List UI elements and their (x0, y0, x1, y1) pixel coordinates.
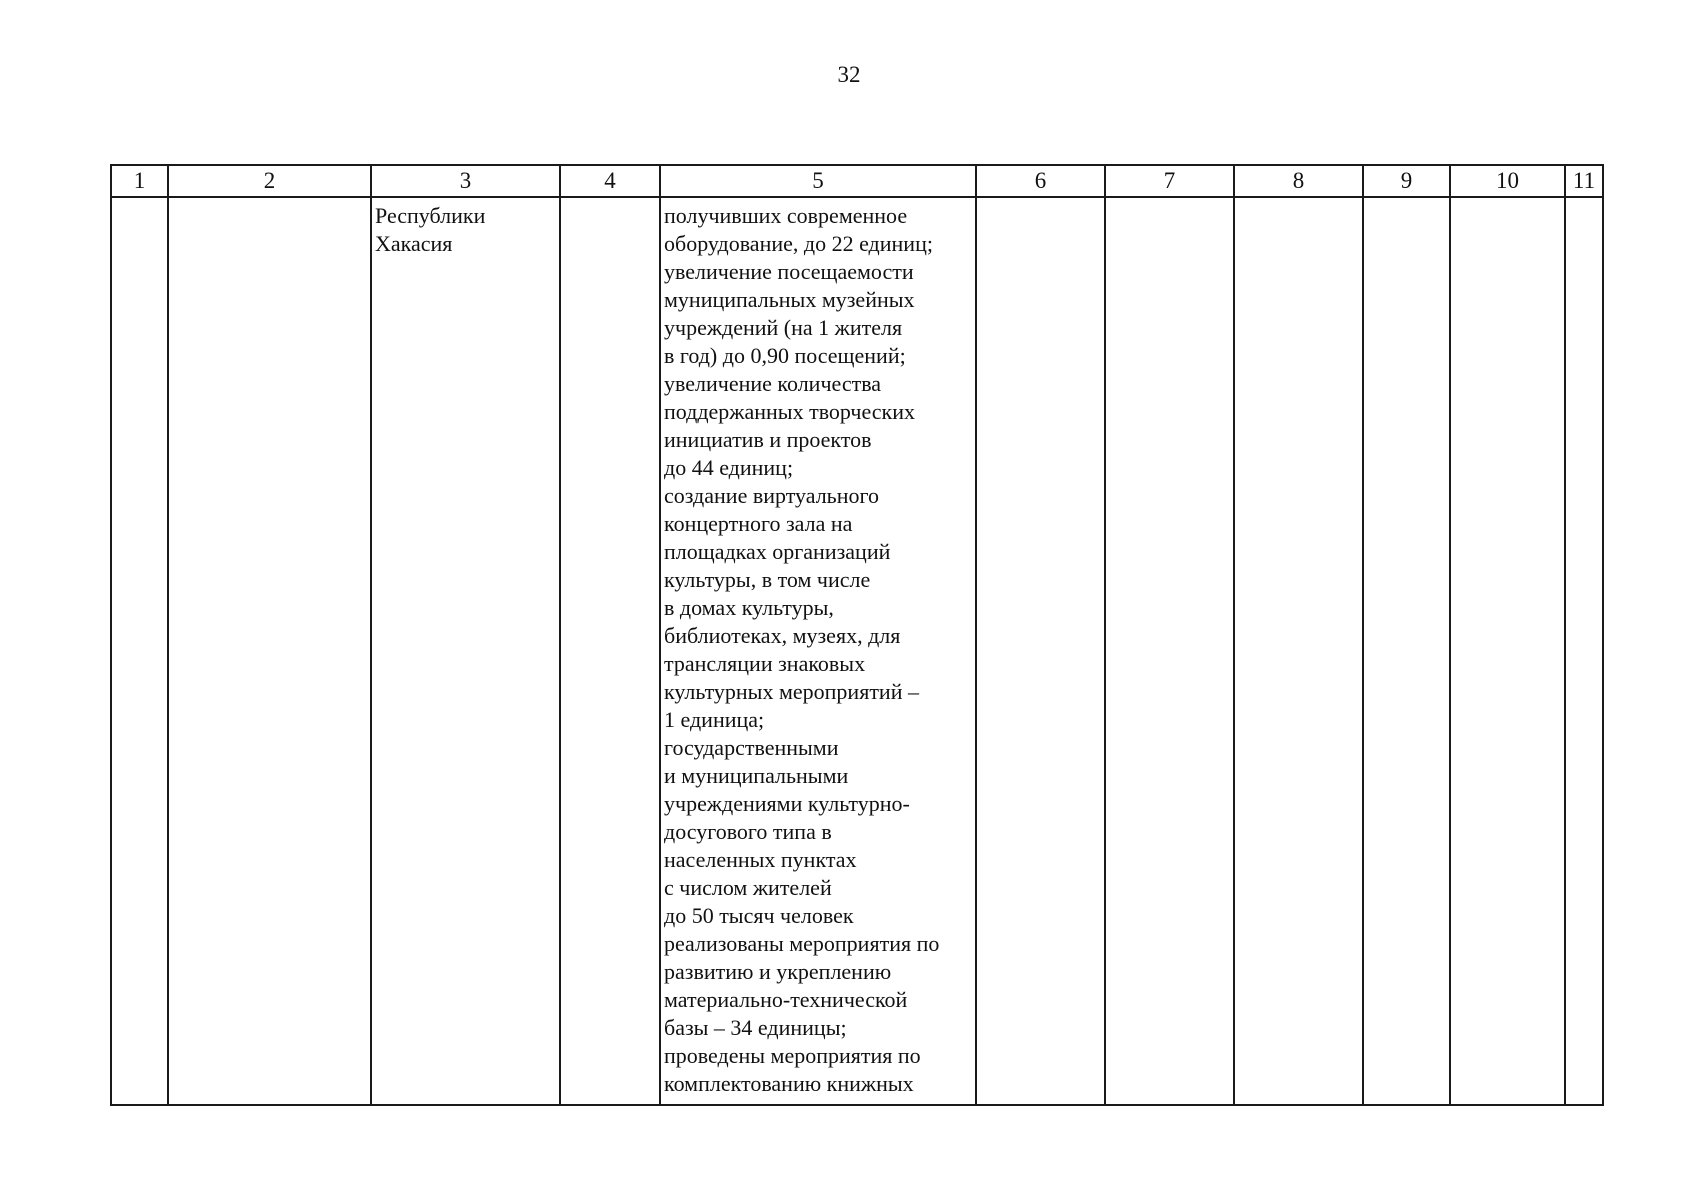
cell-col-10 (1450, 197, 1565, 1105)
text-line: проведены мероприятия по (664, 1043, 921, 1068)
text-line: инициатив и проектов (664, 427, 872, 452)
cell-col-5 (660, 197, 976, 1105)
column-header: 2 (168, 165, 371, 197)
cell-col-11 (1565, 197, 1603, 1105)
text-line: учреждениями культурно- (664, 791, 910, 816)
text-line: материально-технической (664, 987, 908, 1012)
cell-col-9 (1363, 197, 1450, 1105)
column-header: 7 (1105, 165, 1234, 197)
text-line: площадках организаций (664, 539, 891, 564)
cell-col-1 (111, 197, 168, 1105)
text-line: до 50 тысяч человек (664, 903, 854, 928)
data-table (110, 164, 1604, 1106)
text-line: в год) до 0,90 посещений; (664, 343, 906, 368)
cell-col-2 (168, 197, 371, 1105)
text-line: базы – 34 единицы; (664, 1015, 847, 1040)
text-line: Республики (375, 203, 486, 228)
text-line: с числом жителей (664, 875, 832, 900)
text-line: в домах культуры, (664, 595, 834, 620)
text-line: концертного зала на (664, 511, 853, 536)
cell-col-8 (1234, 197, 1363, 1105)
column-header: 11 (1565, 165, 1603, 197)
text-line: культурных мероприятий – (664, 679, 919, 704)
text-line: 1 единица; (664, 707, 765, 732)
text-line: досугового типа в (664, 819, 832, 844)
cell-col-6 (976, 197, 1105, 1105)
text-line: библиотеках, музеях, для (664, 623, 901, 648)
column-header: 4 (560, 165, 660, 197)
cell-col-4 (560, 197, 660, 1105)
column-header: 3 (371, 165, 560, 197)
region-text (372, 198, 559, 258)
text-line: увеличение посещаемости (664, 259, 914, 284)
text-line: трансляции знаковых (664, 651, 866, 676)
header-row (111, 165, 1603, 197)
cell-col-7 (1105, 197, 1234, 1105)
column-header: 10 (1450, 165, 1565, 197)
text-line: развитию и укреплению (664, 959, 892, 984)
text-line: муниципальных музейных (664, 287, 915, 312)
page-number: 32 (837, 62, 861, 87)
text-line: поддержанных творческих (664, 399, 915, 424)
text-line: реализованы мероприятия по (664, 931, 940, 956)
text-line: создание виртуального (664, 483, 879, 508)
text-line: до 44 единиц; (664, 455, 794, 480)
text-line: Хакасия (375, 231, 453, 256)
text-line: и муниципальными (664, 763, 849, 788)
column-header: 6 (976, 165, 1105, 197)
text-line: комплектованию книжных (664, 1071, 914, 1096)
column-header: 1 (111, 165, 168, 197)
text-line: государственными (664, 735, 839, 760)
table-row (111, 197, 1603, 1105)
text-line: получивших современное (664, 203, 908, 228)
column-header: 9 (1363, 165, 1450, 197)
column-header: 8 (1234, 165, 1363, 197)
text-line: населенных пунктах (664, 847, 857, 872)
text-line: оборудование, до 22 единиц; (664, 231, 933, 256)
results-text (661, 198, 975, 1098)
column-header: 5 (660, 165, 976, 197)
text-line: учреждений (на 1 жителя (664, 315, 903, 340)
cell-col-3 (371, 197, 560, 1105)
text-line: культуры, в том числе (664, 567, 871, 592)
text-line: увеличение количества (664, 371, 882, 396)
